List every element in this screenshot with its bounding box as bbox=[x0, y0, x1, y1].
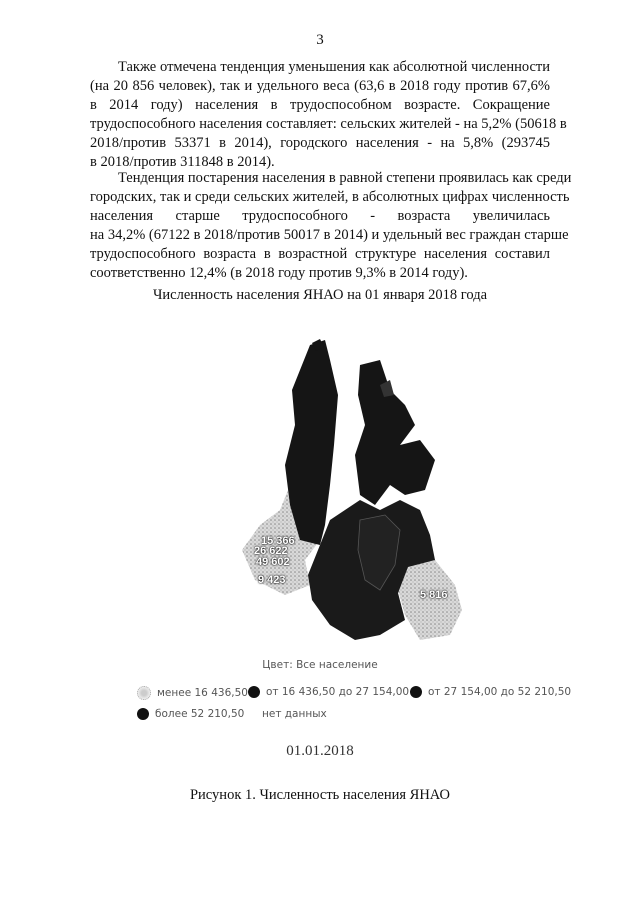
figure-caption: Рисунок 1. Численность населения ЯНАО bbox=[189, 787, 451, 803]
legend-label: от 27 154,00 до 52 210,50 bbox=[428, 686, 572, 698]
legend-swatch-icon bbox=[410, 686, 422, 698]
legend-label: менее 16 436,50 bbox=[157, 687, 248, 699]
legend-item bbox=[137, 708, 244, 720]
text-line: соответственно 12,4% (в 2018 году против 9,3% в 2014 году). bbox=[90, 265, 468, 281]
text-line: 2018/против 53371 в 2014), городского населения - на 5,8% (293745 bbox=[90, 135, 550, 151]
text-line: Также отмечена тенденция уменьшения как абсолютной численности bbox=[118, 59, 550, 75]
map-label: 9 423 bbox=[258, 574, 286, 586]
text-line: городских, так и среди сельских жителей, в абсолютных цифрах численность bbox=[90, 189, 570, 205]
district-gydan bbox=[355, 360, 435, 505]
legend-item bbox=[248, 686, 409, 698]
district-yamal bbox=[285, 340, 338, 545]
paragraph-aging bbox=[90, 169, 572, 283]
legend-label: более 52 210,50 bbox=[155, 708, 245, 720]
text-line: на 34,2% (67122 в 2018/против 50017 в 2014) и удельный вес граждан старше bbox=[90, 227, 569, 243]
map-label: 26 622 bbox=[254, 545, 288, 557]
text-line: (на 20 856 человек), так и удельного веса (63,6 в 2018 году против 67,6% bbox=[90, 78, 550, 94]
map-date: 01.01.2018 bbox=[286, 743, 354, 759]
legend-label: нет данных bbox=[262, 708, 327, 720]
map-color-caption: Цвет: Все население bbox=[262, 659, 378, 671]
text-line: трудоспособного населения составляет: сельских жителей - на 5,2% (50618 в bbox=[90, 116, 567, 132]
legend-item bbox=[137, 686, 248, 700]
map-label: 15 366 bbox=[261, 535, 295, 547]
legend-swatch-icon bbox=[248, 686, 260, 698]
text-line: населения старше трудоспособного - возраста увеличилась bbox=[90, 208, 550, 224]
legend-item bbox=[262, 708, 327, 720]
legend-swatch-icon bbox=[137, 686, 151, 700]
map-label: 5 816 bbox=[420, 589, 448, 601]
legend-item bbox=[410, 686, 571, 698]
map-label: 49 602 bbox=[256, 556, 290, 568]
text-line: Тенденция постарения населения в равной степени проявилась как среди bbox=[118, 170, 572, 186]
legend-label: от 16 436,50 до 27 154,00 bbox=[266, 686, 410, 698]
legend-swatch-icon bbox=[137, 708, 149, 720]
map-title: Численность населения ЯНАО на 01 января 2018 года bbox=[152, 287, 488, 303]
text-line: трудоспособного возраста в возрастной структуре населения составил bbox=[90, 246, 550, 262]
region-map bbox=[230, 335, 480, 660]
region-map-svg bbox=[230, 335, 480, 655]
text-line: в 2018/против 311848 в 2014). bbox=[90, 154, 275, 170]
paragraph-working-age bbox=[90, 58, 567, 172]
page-number: 3 bbox=[316, 32, 324, 48]
text-line: в 2014 году) населения в трудоспособном возрасте. Сокращение bbox=[90, 97, 550, 113]
